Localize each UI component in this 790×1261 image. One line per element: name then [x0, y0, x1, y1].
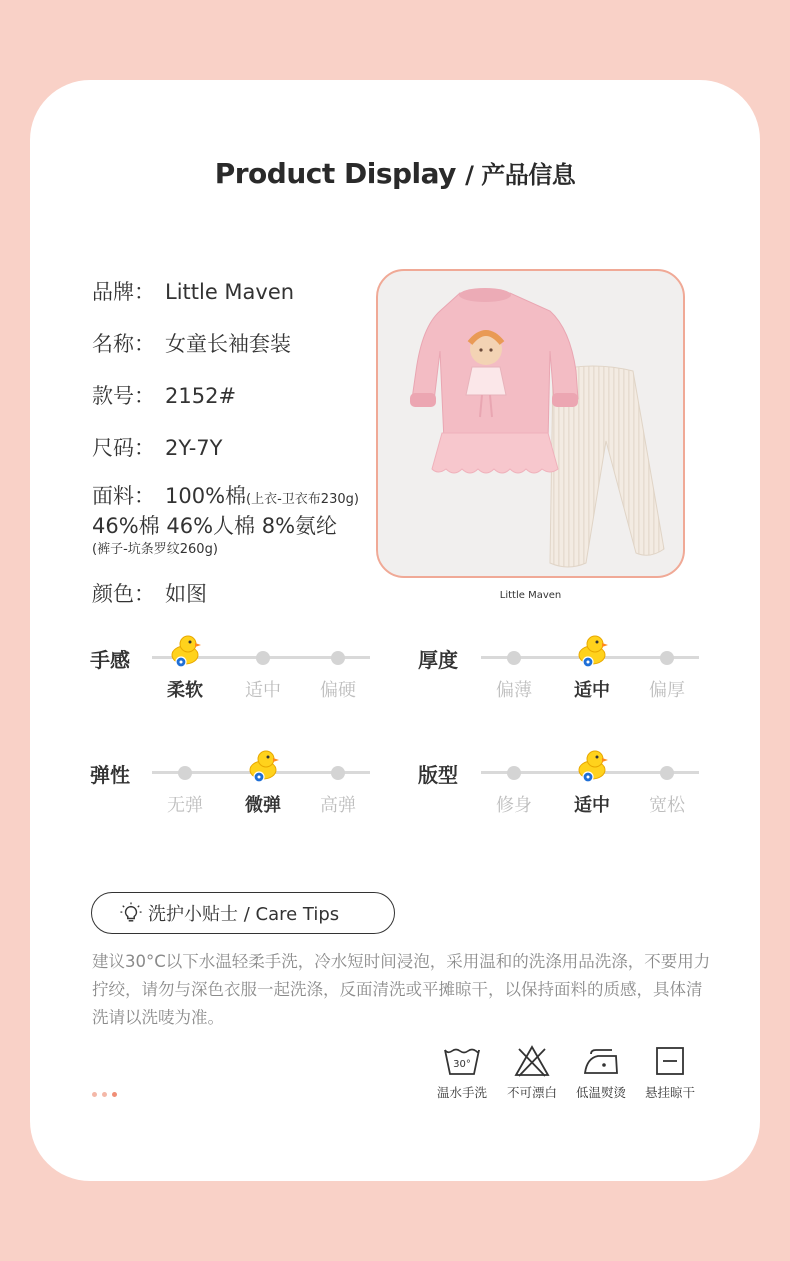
- product-image-caption: Little Maven: [499, 590, 562, 601]
- care-item-iron-label: 低温熨烫: [575, 1085, 626, 1100]
- metric-label: 厚度: [418, 648, 458, 672]
- metric-stop-dot[interactable]: [660, 651, 674, 665]
- metric-stop-dot[interactable]: [256, 651, 270, 665]
- wash-temp-text: 30°: [453, 1059, 471, 1070]
- info-size-key: 尺码：: [92, 436, 155, 460]
- page-title: [0, 155, 790, 190]
- info-fabric-line2: 46%棉 46%人棉 8%氨纶: [92, 514, 338, 538]
- product-image: [376, 269, 685, 578]
- info-name-value: 女童长袖套装: [165, 332, 291, 356]
- info-fabric-pants-note: (裤子-坑条罗纹260g): [92, 542, 218, 557]
- metric-stop-dot[interactable]: [178, 766, 192, 780]
- metric-stop-dot[interactable]: [507, 766, 521, 780]
- info-style-no: [92, 380, 236, 410]
- info-style-key: 款号：: [92, 384, 155, 408]
- info-fabric-top-note: (上衣-卫衣布230g): [246, 492, 359, 507]
- metric-option: 高弹: [320, 795, 356, 816]
- info-size: [92, 432, 222, 462]
- care-item-wash: [422, 1045, 502, 1101]
- title-en: Product Display: [214, 157, 456, 190]
- metric-label: 版型: [418, 763, 458, 787]
- metric-option: 宽松: [649, 795, 685, 816]
- info-color-key: 颜色：: [92, 582, 155, 606]
- info-name: [92, 328, 291, 358]
- care-tips-pill: [91, 892, 395, 934]
- metric-option: 修身: [496, 795, 532, 816]
- metric-option: 偏硬: [320, 680, 356, 701]
- duck-marker-icon[interactable]: [575, 633, 609, 669]
- info-fabric-value: 100%棉: [165, 484, 247, 508]
- info-color: [92, 578, 207, 608]
- care-item-hang-dry-label: 悬挂晾干: [644, 1085, 695, 1100]
- metric-option: 适中: [245, 680, 281, 701]
- info-color-value: 如图: [165, 582, 207, 606]
- hang-dry-icon: [654, 1045, 686, 1077]
- info-fabric-key: 面料：: [92, 484, 155, 508]
- care-tips-label: 洗护小贴士 / Care Tips: [148, 904, 340, 925]
- duck-marker-icon[interactable]: [168, 633, 202, 669]
- info-size-value: 2Y-7Y: [165, 436, 223, 460]
- care-item-hang-dry: [630, 1045, 710, 1101]
- metric-stop-dot[interactable]: [331, 766, 345, 780]
- duck-marker-icon[interactable]: [246, 748, 280, 784]
- info-brand: [92, 276, 294, 306]
- metric-stop-dot[interactable]: [331, 651, 345, 665]
- wash-30-icon: [442, 1045, 482, 1077]
- metric-label: 手感: [90, 648, 130, 672]
- low-iron-icon: [582, 1045, 620, 1077]
- outfit-illustration: [378, 271, 683, 576]
- care-item-wash-label: 温水手洗: [436, 1085, 487, 1100]
- info-fabric: [92, 480, 359, 510]
- duck-marker-icon[interactable]: [575, 748, 609, 784]
- care-item-no-bleach: [492, 1045, 572, 1101]
- metric-option: 无弹: [167, 795, 203, 816]
- care-item-iron: [561, 1045, 641, 1101]
- care-instructions: 建议30°C以下水温轻柔手洗，冷水短时间浸泡，采用温和的洗涤用品洗涤，不要用力拧绞，请勿与深色衣服一起洗涤，反面清洗或平摊晾干，以保持面料的质感，具体清洗请以洗唛为准。: [92, 952, 711, 1027]
- info-name-key: 名称：: [92, 332, 155, 356]
- info-brand-key: 品牌：: [92, 280, 155, 304]
- info-style-value: 2152#: [165, 384, 237, 408]
- title-cn: / 产品信息: [465, 161, 576, 189]
- metric-option: 适中: [574, 680, 610, 701]
- metric-option: 微弹: [245, 795, 281, 816]
- pager-dot: [92, 1092, 97, 1097]
- lightbulb-icon: [120, 902, 142, 924]
- metric-option: 偏薄: [496, 680, 532, 701]
- metric-stop-dot[interactable]: [660, 766, 674, 780]
- metric-option: 柔软: [167, 680, 203, 701]
- metric-label: 弹性: [90, 763, 130, 787]
- metric-stop-dot[interactable]: [507, 651, 521, 665]
- pager-dot-active: [112, 1092, 117, 1097]
- page-indicator: [92, 1092, 117, 1097]
- care-item-no-bleach-label: 不可漂白: [506, 1085, 557, 1100]
- metric-option: 适中: [574, 795, 610, 816]
- no-bleach-icon: [514, 1045, 550, 1077]
- pager-dot: [102, 1092, 107, 1097]
- metric-option: 偏厚: [649, 680, 685, 701]
- info-brand-value: Little Maven: [165, 280, 295, 304]
